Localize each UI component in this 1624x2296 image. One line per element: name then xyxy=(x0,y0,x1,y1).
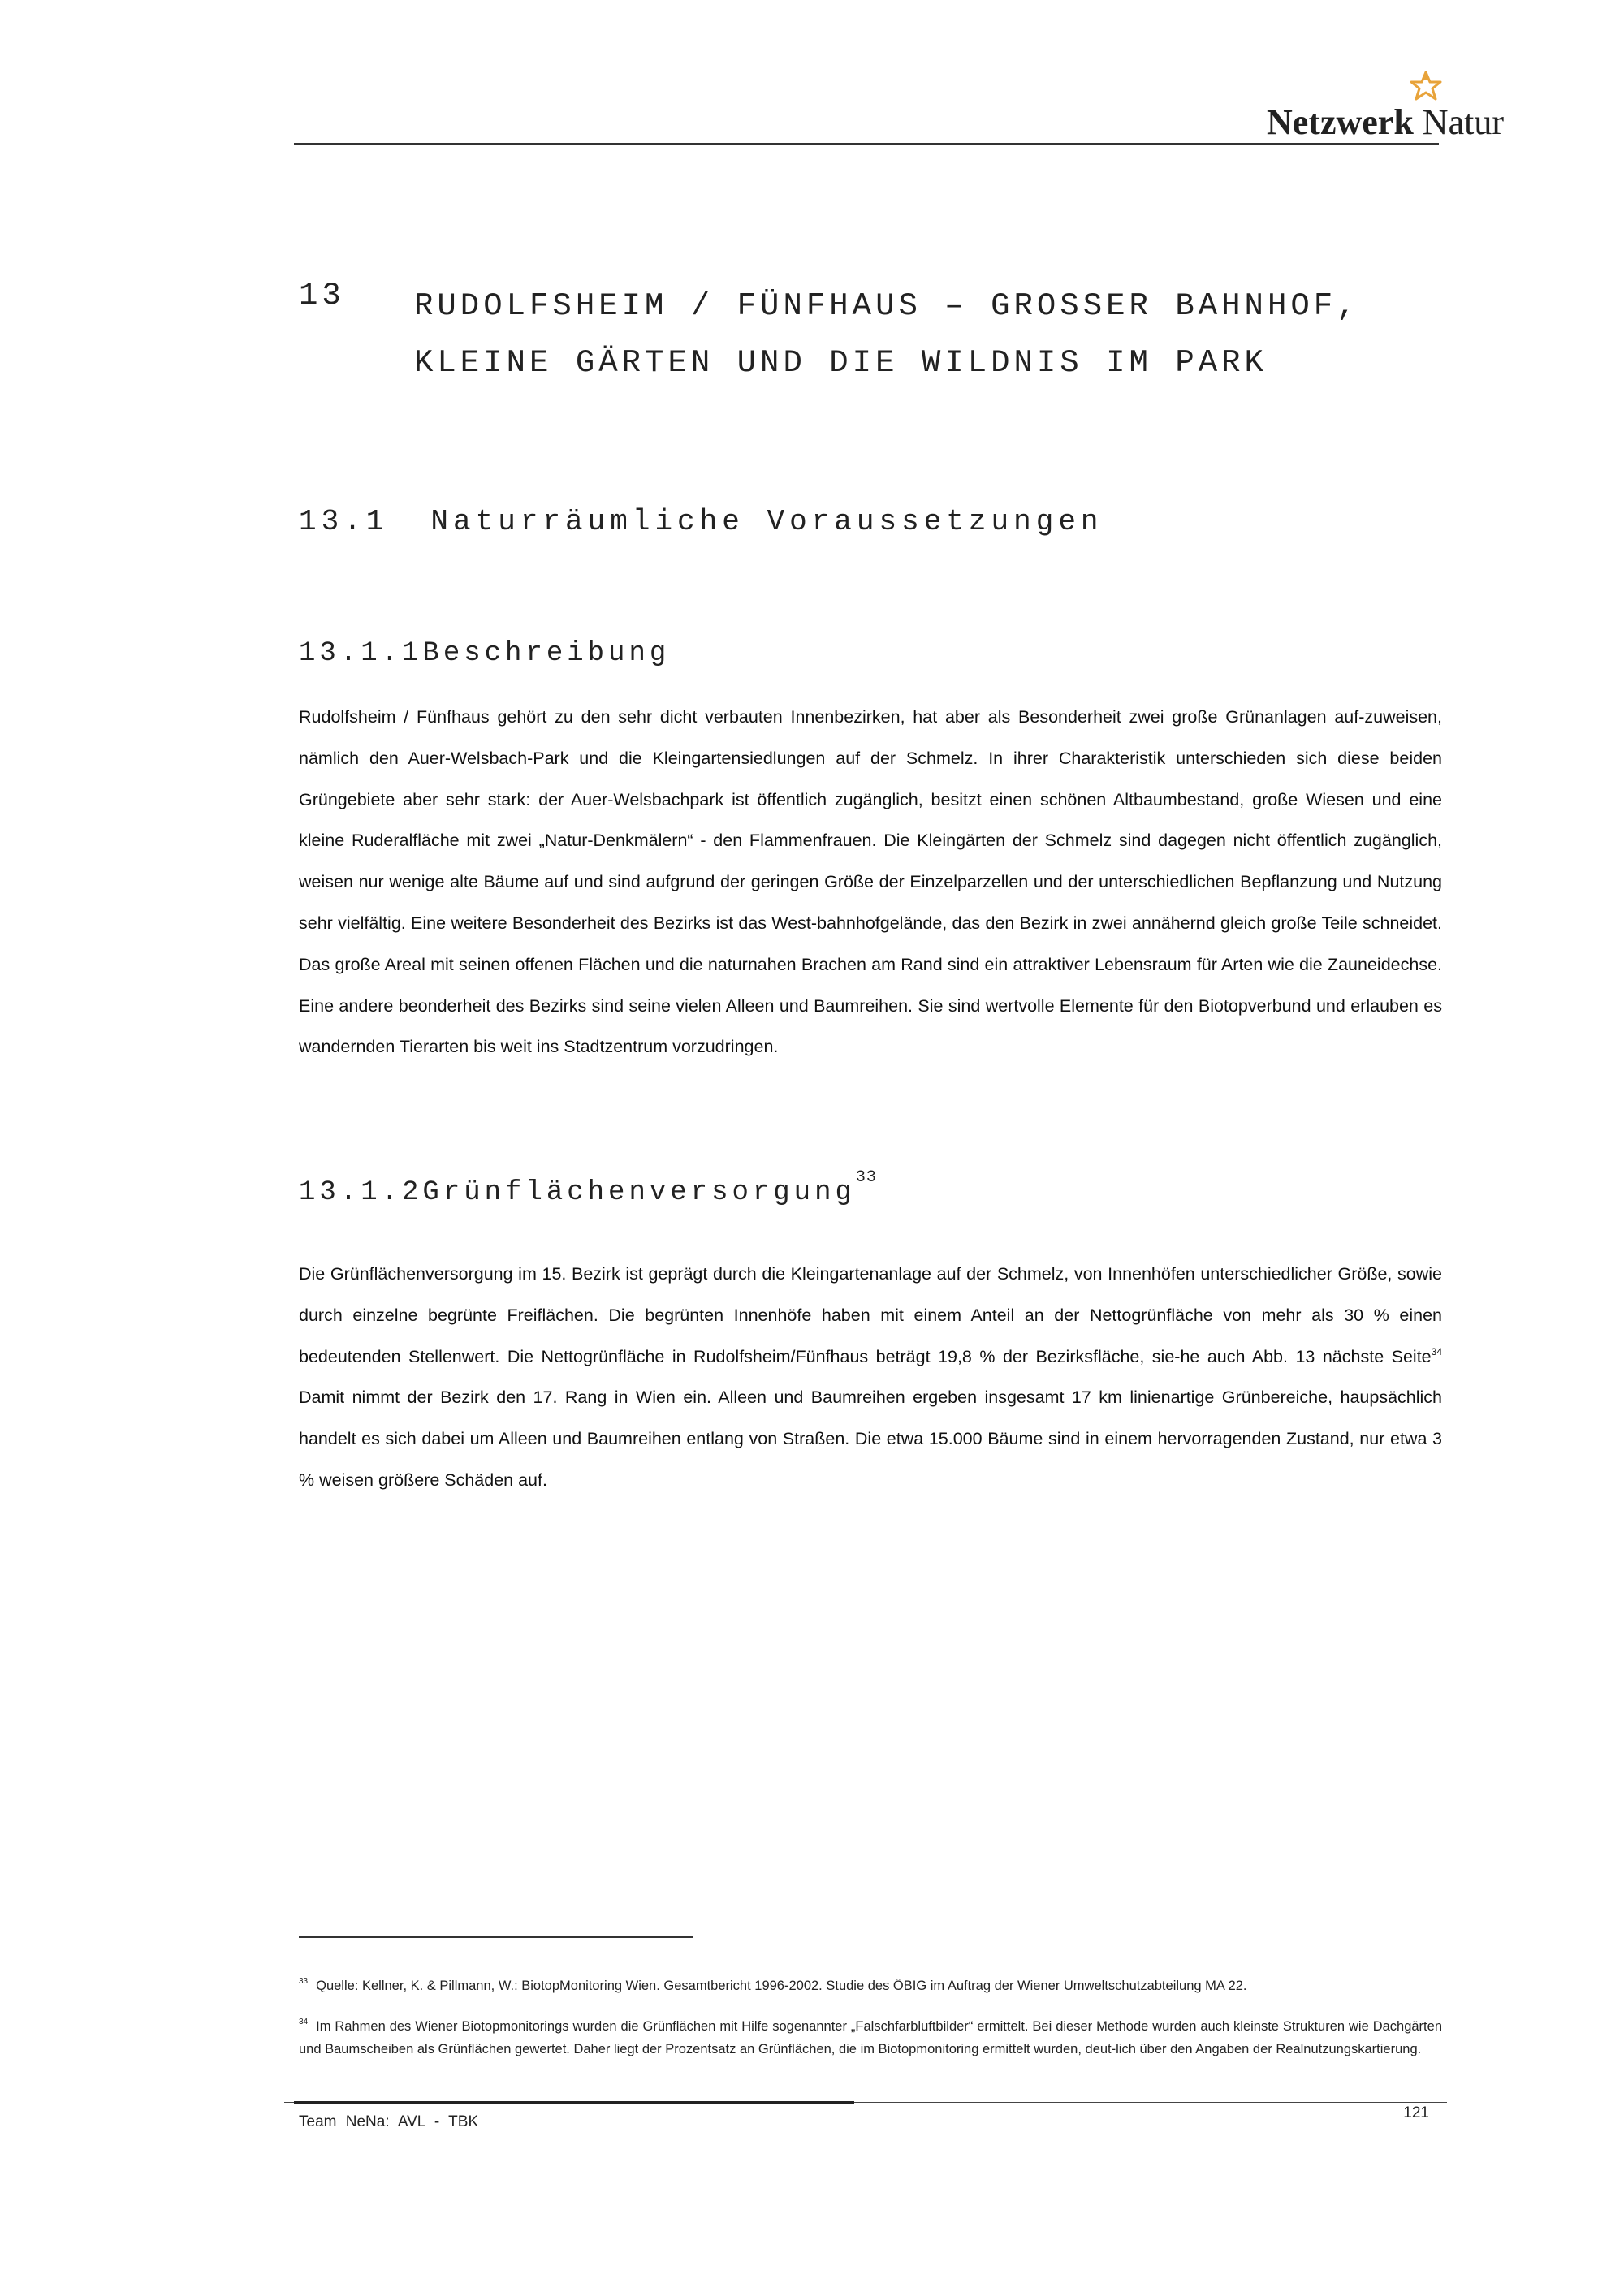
footnote-reference[interactable]: 34 xyxy=(1431,1345,1442,1357)
footnote-text: Quelle: Kellner, K. & Pillmann, W.: BiotopMonitoring Wien. Gesamtbericht 1996-2002. Studie des ÖBIG im Auftrag der Wiener Umweltschutzabteilung MA 22. xyxy=(316,1979,1247,1993)
section-title: Naturräumliche Voraussetzungen xyxy=(430,505,1104,538)
subsection-title: Beschreibung xyxy=(422,638,671,669)
paragraph-gruenflaechen xyxy=(299,1254,1442,1501)
logo-text xyxy=(1267,101,1504,143)
footnote-34 xyxy=(299,2015,1442,2061)
page-number: 121 xyxy=(1403,2104,1429,2121)
paragraph-text-part-a: Die Grünflächenversorgung im 15. Bezirk ist geprägt durch die Kleingartenanlage auf der Schmelz, von Innenhöfen unterschiedlicher Größe, sowie durch einzelne begrünte Freiflächen. Die begrünten Innenhöfe haben mit einem Anteil an der Nettogrünfläche von mehr als 30 % einen bedeutenden Stellenwert. Die Nettogrünfläche in Rudolfsheim/Fünfhaus beträgt 19,8 % der Bezirksfläche, sie-he auch Abb. 13 nächste Seite xyxy=(299,1264,1442,1366)
subsection-heading-gruenflaechen xyxy=(299,1168,877,1208)
footnote-number: 33 xyxy=(299,1977,309,1986)
chapter-number: 13 xyxy=(299,278,345,313)
subsection-number: 13.1.2 xyxy=(299,1177,423,1208)
footnote-33 xyxy=(299,1974,1442,1997)
section-number: 13.1 xyxy=(299,505,389,538)
section-heading xyxy=(299,505,1104,538)
footnote-divider xyxy=(299,1936,693,1938)
star-figure-icon xyxy=(1406,70,1445,104)
footer-team-label: Team NeNa: AVL - TBK xyxy=(299,2113,479,2130)
footnote-reference[interactable]: 33 xyxy=(855,1168,877,1187)
logo-regular-text: Natur xyxy=(1422,102,1504,142)
subsection-number: 13.1.1 xyxy=(299,638,423,669)
subsection-title: Grünflächenversorgung xyxy=(422,1177,856,1208)
header-divider xyxy=(294,143,1439,145)
paragraph-text-part-b: Damit nimmt der Bezirk den 17. Rang in Wien ein. Alleen und Baumreihen ergeben insgesamt 17 km linienartige Grünbereiche, haupsächlich handelt es sich dabei um Alleen und Baumreihen entlang von Straßen. Die etwa 15.000 Bäume sind in einem hervorragenden Zustand, nur etwa 3 % weisen größere Schäden auf. xyxy=(299,1388,1442,1490)
paragraph-beschreibung: Rudolfsheim / Fünfhaus gehört zu den sehr dicht verbauten Innenbezirken, hat aber als Besonderheit zwei große Grünanlagen auf-zuweisen, nämlich den Auer-Welsbach-Park und die Kleingartensiedlungen auf der Schmelz. In ihrer Charakteristik unterschieden sich diese beiden Grüngebiete aber sehr stark: der Auer-Welsbachpark ist öffentlich zugänglich, besitzt einen schönen Altbaumbestand, große Wiesen und eine kleine Ruderalfläche mit zwei „Natur-Denkmälern“ - den Flammenfrauen. Die Kleingärten der Schmelz sind dagegen nicht öffentlich zugänglich, weisen nur wenige alte Bäume auf und sind aufgrund der geringen Größe der Einzelparzellen und der unterschiedlichen Bepflanzung und Nutzung sehr vielfältig. Eine weitere Besonderheit des Bezirks ist das West-bahnhofgelände, das den Bezirk in zwei annähernd gleich große Teile schneidet. Das große Areal mit seinen offenen Flächen und die naturnahen Brachen am Rand sind ein attraktiver Lebensraum für Arten wie die Zauneidechse. Eine andere beonderheit des Bezirks sind seine vielen Alleen und Baumreihen. Sie sind wertvolle Elemente für den Biotopverbund und erlauben es wandernden Tierarten bis weit ins Stadtzentrum vorzudringen. xyxy=(299,707,1442,1057)
netzwerk-natur-logo xyxy=(1267,70,1510,143)
chapter-title: RUDOLFSHEIM / FÜNFHAUS – GROSSER BAHNHOF, KLEINE GÄRTEN UND DIE WILDNIS IM PARK xyxy=(414,288,1360,381)
subsection-heading-beschreibung xyxy=(299,638,670,669)
footnote-text: Im Rahmen des Wiener Biotopmonitorings wurden die Grünflächen mit Hilfe sogenannter „Falschfarbluftbilder“ ermittelt. Bei dieser Methode wurden auch kleinste Strukturen wie Dachgärten und Baumscheiben als Grünflächen gewertet. Daher liegt der Prozentsatz an Grünflächen, die im Biotopmonitoring ermittelt wurden, deut-lich über den Angaben der Realnutzungskartierung. xyxy=(299,2019,1442,2056)
footnote-number: 34 xyxy=(299,2018,309,2026)
footer-divider-accent xyxy=(294,2101,854,2104)
logo-bold-text: Netzwerk xyxy=(1267,102,1414,142)
